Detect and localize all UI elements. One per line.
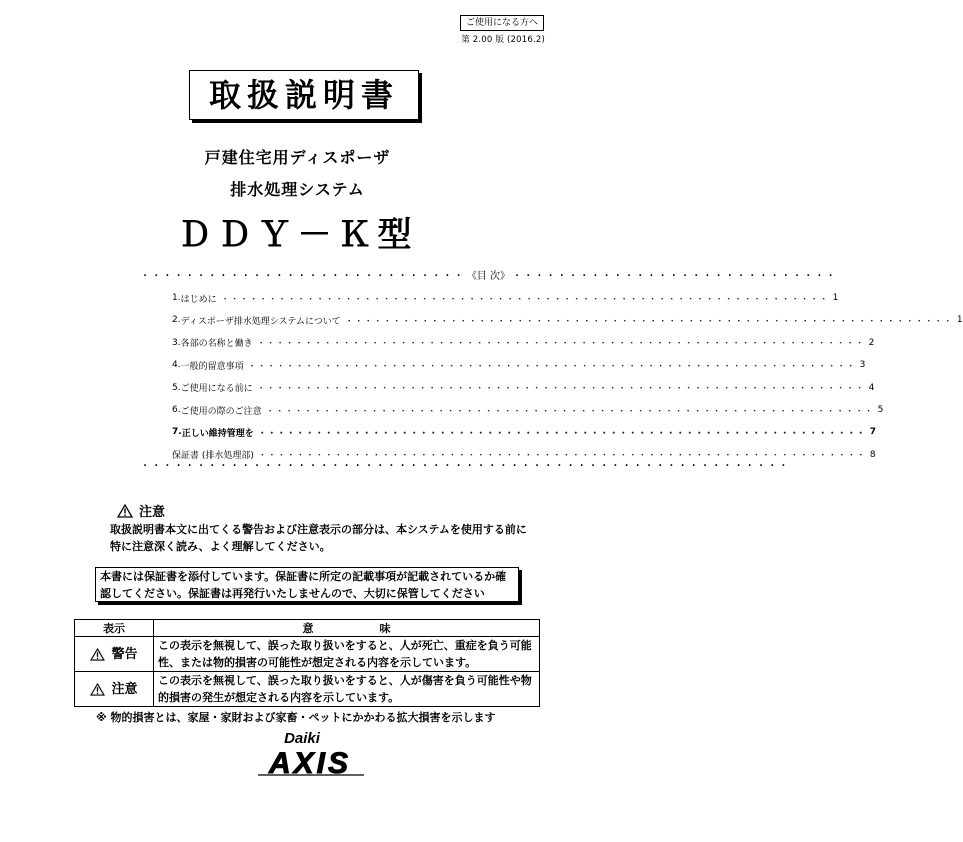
toc-item-leader: ・・・・・・・・・・・・・・・・・・・・・・・・・・・・・・・・・・・・・・・・・・・・・・・・・・・・・・・・・・・・・・・・ bbox=[256, 384, 865, 395]
toc-item-number: 3. bbox=[172, 337, 181, 348]
toc-rule-bottom: ・・・・・・・・・・・・・・・・・・・・・・・・・・・・・・・・・・・・・・・・・・・・・・・・・・・・・・・・・・ bbox=[140, 461, 790, 472]
signal-caution-cell bbox=[75, 672, 154, 707]
toc-item-page: 2 bbox=[868, 337, 875, 348]
table-row bbox=[75, 672, 540, 707]
toc-item bbox=[172, 425, 876, 439]
toc-rule-left: ・・・・・・・・・・・・・・・・・・・・・・・・・・・・・ bbox=[140, 271, 465, 282]
logo-daiki-text: Daiki bbox=[284, 730, 320, 747]
daiki-axis-logo bbox=[240, 727, 380, 779]
toc-item-page: 3 bbox=[859, 360, 866, 371]
toc-item-leader: ・・・・・・・・・・・・・・・・・・・・・・・・・・・・・・・・・・・・・・・・・・・・・・・・・・・・・・・・・・・・・・・・ bbox=[257, 428, 866, 439]
toc-item-page: 5 bbox=[877, 405, 884, 415]
warning-triangle-icon bbox=[90, 683, 105, 696]
toc-item-leader: ・・・・・・・・・・・・・・・・・・・・・・・・・・・・・・・・・・・・・・・・・・・・・・・・・・・・・・・・・・・・・・・・ bbox=[265, 406, 874, 417]
caution-heading bbox=[117, 501, 165, 520]
warning-triangle-icon bbox=[117, 504, 133, 518]
toc-item-page: 1 bbox=[832, 293, 839, 303]
toc-item-number: 6. bbox=[172, 405, 181, 415]
toc-item-page: 1 bbox=[956, 315, 963, 326]
toc-item-page: 8 bbox=[869, 449, 876, 460]
footnote: ※ 物的損害とは、家屋・家財および家畜・ペットにかかわる拡大損害を示します bbox=[96, 711, 496, 724]
table-header-row bbox=[75, 620, 540, 637]
signal-caution-meaning: この表示を無視して、誤った取り扱いをすると、人が傷害を負う可能性や物的損害の発生が想定される内容を示しています。 bbox=[154, 672, 540, 707]
toc-item-leader: ・・・・・・・・・・・・・・・・・・・・・・・・・・・・・・・・・・・・・・・・・・・・・・・・・・・・・・・・・・・・・・・・ bbox=[256, 339, 865, 350]
toc-item-label: ディスポーザ排水処理システムについて bbox=[180, 316, 341, 327]
toc-item-number: 2. bbox=[172, 315, 181, 326]
toc-item-leader: ・・・・・・・・・・・・・・・・・・・・・・・・・・・・・・・・・・・・・・・・・・・・・・・・・・・・・・・・・・・・・・・・ bbox=[257, 451, 866, 462]
column-header-meaning: 意 味 bbox=[154, 620, 540, 637]
toc-item-label: 保証書 (排水処理部) bbox=[172, 451, 254, 462]
toc-item bbox=[172, 291, 839, 305]
document-title: 取扱説明書 bbox=[189, 70, 419, 120]
version-label: 第 2.00 版 (2016.2) bbox=[461, 35, 545, 45]
toc-heading-label: 《目 次》 bbox=[466, 271, 510, 282]
signal-caution-label: 注意 bbox=[111, 681, 138, 697]
subtitle-system: 排水処理システム bbox=[230, 180, 365, 199]
toc-item-label: ご使用の際のご注意 bbox=[180, 406, 262, 417]
subtitle-product: 戸建住宅用ディスポーザ bbox=[204, 148, 391, 167]
warning-triangle-icon bbox=[90, 648, 105, 661]
toc-item bbox=[172, 336, 875, 350]
table-row bbox=[75, 637, 540, 672]
toc-item-number: 7. bbox=[172, 427, 182, 438]
caution-text: 取扱説明書本文に出てくる警告および注意表示の部分は、本システムを使用する前に特に注意深く読み、よく理解してください。 bbox=[110, 523, 527, 553]
toc-item bbox=[172, 313, 963, 327]
model-name: ＤＤＹ－Ｋ型 bbox=[177, 215, 418, 255]
toc-item-label: 正しい維持管理を bbox=[181, 428, 254, 439]
toc-heading bbox=[140, 267, 837, 282]
signal-warning-label: 警告 bbox=[111, 646, 138, 662]
toc-item-label: ご使用になる前に bbox=[180, 384, 253, 395]
toc-item-number: 4. bbox=[172, 360, 181, 371]
toc-item-label: 各部の名称と働き bbox=[180, 339, 253, 350]
signal-warning-meaning: この表示を無視して、誤った取り扱いをすると、人が死亡、重症を負う可能性、または物的損害の可能性が想定される内容を示しています。 bbox=[154, 637, 540, 672]
toc-rule-right: ・・・・・・・・・・・・・・・・・・・・・・・・・・・・・ bbox=[512, 271, 837, 282]
toc-item-label: はじめに bbox=[180, 294, 217, 305]
toc-item-number: 1. bbox=[172, 293, 181, 303]
toc-item bbox=[172, 358, 866, 372]
toc-item bbox=[172, 403, 884, 417]
caution-title: 注意 bbox=[139, 505, 166, 520]
warranty-notice: 本書には保証書を添付しています。保証書に所定の記載事項が記載されているか確認してください。保証書は再発行いたしませんので、大切に保管してください bbox=[95, 567, 519, 602]
column-header-display: 表示 bbox=[75, 620, 154, 637]
audience-note: ご使用になる方へ bbox=[460, 15, 544, 31]
toc-item bbox=[172, 381, 875, 395]
toc-item-leader: ・・・・・・・・・・・・・・・・・・・・・・・・・・・・・・・・・・・・・・・・・・・・・・・・・・・・・・・・・・・・・・・・ bbox=[220, 294, 829, 305]
toc-item-number: 5. bbox=[172, 382, 181, 393]
toc-item-page: 4 bbox=[868, 382, 875, 393]
signal-word-table bbox=[74, 619, 540, 707]
toc-item-label: 一般的留意事項 bbox=[180, 361, 244, 372]
logo-axis-text: AXIS bbox=[268, 747, 352, 780]
signal-warning-cell bbox=[75, 637, 154, 672]
toc-item-page: 7 bbox=[869, 427, 876, 438]
toc-item-leader: ・・・・・・・・・・・・・・・・・・・・・・・・・・・・・・・・・・・・・・・・・・・・・・・・・・・・・・・・・・・・・・・・ bbox=[247, 361, 856, 372]
toc-item-leader: ・・・・・・・・・・・・・・・・・・・・・・・・・・・・・・・・・・・・・・・・・・・・・・・・・・・・・・・・・・・・・・・・ bbox=[344, 316, 953, 327]
